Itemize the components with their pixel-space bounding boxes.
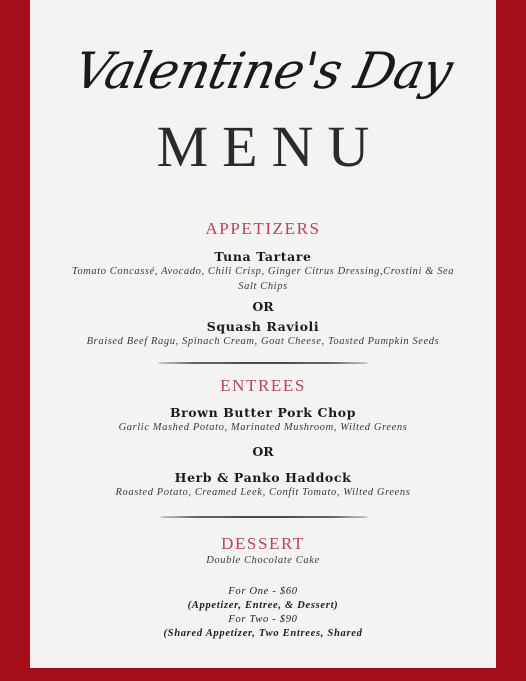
- dish-description: Double Chocolate Cake: [206, 555, 320, 566]
- dessert-heading: DESSERT: [221, 534, 305, 553]
- price-note: (Shared Appetizer, Two Entrees, Shared: [163, 628, 363, 639]
- dish-name: Brown Butter Pork Chop: [169, 405, 357, 420]
- dish-name: Squash Ravioli: [206, 319, 320, 334]
- menu-card: [30, 0, 496, 668]
- price-note: (Appetizer, Entree, & Dessert): [187, 600, 339, 611]
- dish-description: Garlic Mashed Potato, Marinated Mushroom, Wilted Greens: [118, 422, 408, 433]
- dish-description: Tomato Concassé, Avocado, Chili Crisp, Ginger Citrus Dressing,Crostini & Sea Salt Chips: [71, 266, 455, 292]
- price-line: For One - $60: [228, 586, 298, 597]
- section-divider: [160, 516, 368, 518]
- or-separator: OR: [252, 299, 274, 314]
- section-divider: [158, 362, 368, 364]
- dish-description: Roasted Potato, Creamed Leek, Confit Tomato, Wilted Greens: [115, 487, 411, 498]
- dish-name: Tuna Tartare: [214, 249, 312, 264]
- dish-description: Braised Beef Ragu, Spinach Cream, Goat Cheese, Toasted Pumpkin Seeds: [86, 336, 440, 347]
- price-line: For Two - $90: [228, 614, 298, 625]
- appetizers-heading: APPETIZERS: [205, 219, 321, 238]
- script-title: Valentine's Day: [69, 42, 457, 100]
- entrees-heading: ENTREES: [220, 376, 306, 395]
- or-separator: OR: [252, 444, 274, 459]
- menu-title: MENU: [156, 114, 384, 179]
- dish-name: Herb & Panko Haddock: [174, 470, 352, 485]
